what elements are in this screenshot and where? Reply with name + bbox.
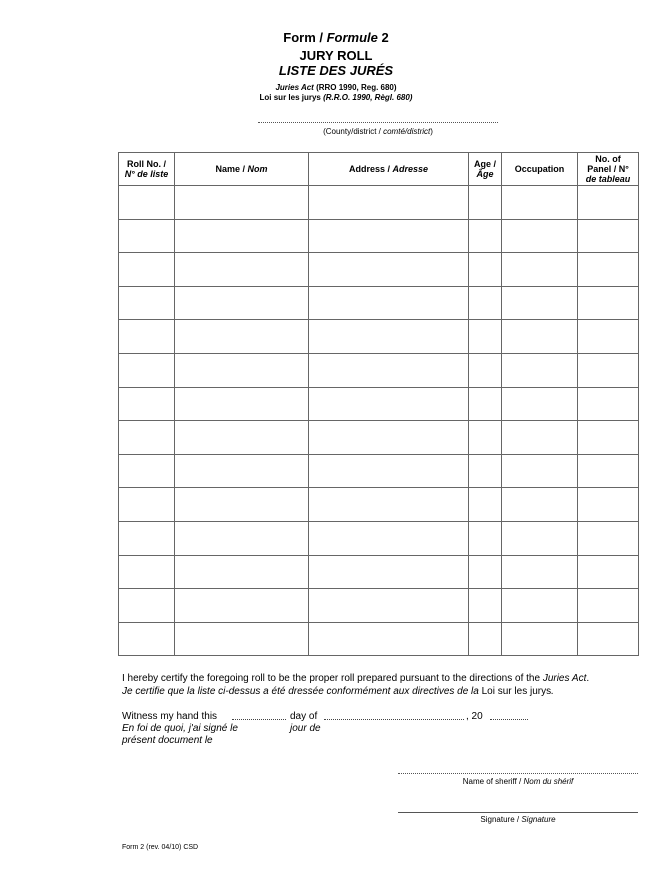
cell-age[interactable] (469, 320, 502, 354)
cert-fr-text: Je certifie que la liste ci-dessus a été dressée conformément aux directives de la (122, 686, 482, 697)
cell-roll-number[interactable] (119, 353, 175, 387)
cell-name[interactable] (175, 589, 309, 623)
cert-en-act: Juries Act (542, 673, 587, 684)
witness-year-field[interactable] (490, 719, 528, 720)
cell-name[interactable] (175, 454, 309, 488)
cell-panel-number[interactable] (578, 622, 639, 656)
page-title-fr: LISTE DES JURÉS (278, 63, 394, 78)
county-label-en: (County/district / (323, 127, 384, 136)
cell-panel-number[interactable] (578, 421, 639, 455)
cell-occupation[interactable] (502, 286, 578, 320)
cell-address[interactable] (309, 253, 469, 287)
cell-address[interactable] (309, 454, 469, 488)
cell-age[interactable] (469, 387, 502, 421)
cell-name[interactable] (175, 387, 309, 421)
table-row (119, 253, 639, 287)
col-name (175, 153, 309, 186)
certification-fr (122, 686, 642, 698)
table-body (119, 186, 639, 656)
signature-field[interactable] (398, 812, 638, 813)
cell-address[interactable] (309, 521, 469, 555)
cell-roll-number[interactable] (119, 488, 175, 522)
cert-en-end: . (586, 673, 590, 684)
cell-occupation[interactable] (502, 421, 578, 455)
cell-panel-number[interactable] (578, 286, 639, 320)
county-label-close: ) (430, 127, 433, 136)
cell-name[interactable] (175, 488, 309, 522)
col-roll-number-fr: N° de liste (124, 169, 169, 179)
act-name-fr: Loi sur les jurys (259, 93, 324, 102)
col-address-en: Address / (348, 164, 393, 174)
cell-panel-number[interactable] (578, 353, 639, 387)
cell-age[interactable] (469, 186, 502, 220)
table-row (119, 555, 639, 589)
form-number-value: 2 (377, 30, 389, 45)
cert-fr-end: . (551, 686, 554, 697)
cell-age[interactable] (469, 286, 502, 320)
cell-age[interactable] (469, 219, 502, 253)
cell-age[interactable] (469, 589, 502, 623)
cell-panel-number[interactable] (578, 488, 639, 522)
cell-panel-number[interactable] (578, 253, 639, 287)
cell-name[interactable] (175, 622, 309, 656)
cell-address[interactable] (309, 589, 469, 623)
col-panel-en: No. of (595, 154, 621, 164)
col-name-en: Name / (215, 164, 248, 174)
cell-occupation[interactable] (502, 320, 578, 354)
cell-occupation[interactable] (502, 387, 578, 421)
table-row (119, 521, 639, 555)
table-row (119, 353, 639, 387)
witness-month-field[interactable] (324, 719, 464, 720)
witness-label-fr-1: En foi de quoi, j'ai signé le (122, 723, 238, 734)
sheriff-name-field[interactable] (398, 773, 638, 774)
cell-panel-number[interactable] (578, 589, 639, 623)
cell-roll-number[interactable] (119, 219, 175, 253)
sheriff-label-en: Name of sheriff / (462, 777, 524, 786)
signature-label-en: Signature / (480, 815, 522, 824)
col-age-en: Age / (473, 159, 496, 169)
page-title: JURY ROLL (299, 48, 373, 63)
cell-age[interactable] (469, 454, 502, 488)
cell-occupation[interactable] (502, 622, 578, 656)
cell-occupation[interactable] (502, 488, 578, 522)
cell-name[interactable] (175, 421, 309, 455)
cell-address[interactable] (309, 555, 469, 589)
cell-name[interactable] (175, 253, 309, 287)
cell-panel-number[interactable] (578, 454, 639, 488)
col-address (309, 153, 469, 186)
county-label (258, 127, 498, 136)
cell-name[interactable] (175, 555, 309, 589)
cell-occupation[interactable] (502, 521, 578, 555)
cell-roll-number[interactable] (119, 286, 175, 320)
form-label-fr: Formule (326, 30, 378, 45)
cell-age[interactable] (469, 353, 502, 387)
cell-address[interactable] (309, 488, 469, 522)
cell-name[interactable] (175, 521, 309, 555)
witness-dayof-label-fr: jour de (290, 723, 321, 734)
col-roll-number-en: Roll No. / (127, 159, 166, 169)
cell-occupation[interactable] (502, 454, 578, 488)
sheriff-label-fr: Nom du shérif (523, 777, 574, 786)
cell-occupation[interactable] (502, 555, 578, 589)
cell-panel-number[interactable] (578, 555, 639, 589)
cell-roll-number[interactable] (119, 186, 175, 220)
form-number (0, 30, 672, 45)
cell-occupation[interactable] (502, 253, 578, 287)
cell-panel-number[interactable] (578, 186, 639, 220)
cell-panel-number[interactable] (578, 219, 639, 253)
county-label-fr: comté/district (383, 127, 431, 136)
jury-roll-table (118, 152, 639, 656)
county-input-line[interactable] (258, 122, 498, 123)
act-name-en: Juries Act (275, 83, 314, 92)
table-header-row (119, 153, 639, 186)
witness-label-en: Witness my hand this (122, 711, 218, 722)
cell-age[interactable] (469, 521, 502, 555)
table-row (119, 286, 639, 320)
table-row (119, 320, 639, 354)
form-revision: Form 2 (rev. 04/10) CSD (122, 844, 199, 851)
cell-address[interactable] (309, 286, 469, 320)
act-reg-fr: (R.R.O. 1990, Règl. 680) (323, 93, 413, 102)
table-row (119, 219, 639, 253)
cell-roll-number[interactable] (119, 622, 175, 656)
cert-fr-act: Loi sur les jurys (481, 686, 552, 697)
cell-roll-number[interactable] (119, 555, 175, 589)
table-row (119, 421, 639, 455)
col-age (469, 153, 502, 186)
cell-age[interactable] (469, 622, 502, 656)
table-row (119, 488, 639, 522)
table-row (119, 589, 639, 623)
act-reference-fr (0, 93, 672, 102)
act-reference-en (0, 83, 672, 92)
witness-dayof-label: day of (290, 711, 318, 722)
col-occupation (502, 153, 578, 186)
witness-label-fr-2: présent document le (122, 735, 213, 746)
witness-year-prefix: , 20 (466, 711, 483, 722)
cell-address[interactable] (309, 219, 469, 253)
col-panel-fr: de tableau (585, 174, 631, 184)
sheriff-name-label (398, 777, 638, 786)
cell-occupation[interactable] (502, 353, 578, 387)
cell-roll-number[interactable] (119, 454, 175, 488)
cell-age[interactable] (469, 555, 502, 589)
cell-occupation[interactable] (502, 186, 578, 220)
col-name-fr: Nom (247, 164, 268, 174)
act-reg-en: (RRO 1990, Reg. 680) (313, 83, 397, 92)
cell-roll-number[interactable] (119, 421, 175, 455)
cell-address[interactable] (309, 387, 469, 421)
cell-age[interactable] (469, 421, 502, 455)
form-separator: / (315, 30, 327, 45)
cell-name[interactable] (175, 353, 309, 387)
cell-panel-number[interactable] (578, 387, 639, 421)
col-roll-number (119, 153, 175, 186)
col-panel-en2: Panel / N° (587, 164, 629, 174)
table-row (119, 454, 639, 488)
cell-roll-number[interactable] (119, 320, 175, 354)
cell-name[interactable] (175, 320, 309, 354)
col-occupation-en: Occupation (514, 164, 565, 174)
col-address-fr: Adresse (392, 164, 429, 174)
cell-age[interactable] (469, 488, 502, 522)
cell-name[interactable] (175, 219, 309, 253)
table-row (119, 186, 639, 220)
cell-occupation[interactable] (502, 219, 578, 253)
cell-roll-number[interactable] (119, 253, 175, 287)
cell-name[interactable] (175, 186, 309, 220)
col-age-fr: Âge (476, 169, 494, 179)
cell-address[interactable] (309, 353, 469, 387)
cert-en-text: I hereby certify the foregoing roll to be the proper roll prepared pursuant to the directions of the (122, 673, 543, 684)
cell-panel-number[interactable] (578, 320, 639, 354)
cell-age[interactable] (469, 253, 502, 287)
certification-en (122, 673, 642, 685)
cell-roll-number[interactable] (119, 387, 175, 421)
cell-occupation[interactable] (502, 589, 578, 623)
cell-roll-number[interactable] (119, 521, 175, 555)
cell-address[interactable] (309, 622, 469, 656)
cell-address[interactable] (309, 320, 469, 354)
table-row (119, 622, 639, 656)
witness-day-field[interactable] (232, 719, 286, 720)
col-panel-number (578, 153, 639, 186)
cell-roll-number[interactable] (119, 589, 175, 623)
table-row (119, 387, 639, 421)
cell-panel-number[interactable] (578, 521, 639, 555)
form-label-en: Form (283, 30, 316, 45)
cell-name[interactable] (175, 286, 309, 320)
cell-address[interactable] (309, 186, 469, 220)
signature-label-fr: Signature (521, 815, 556, 824)
cell-address[interactable] (309, 421, 469, 455)
signature-label (398, 815, 638, 824)
